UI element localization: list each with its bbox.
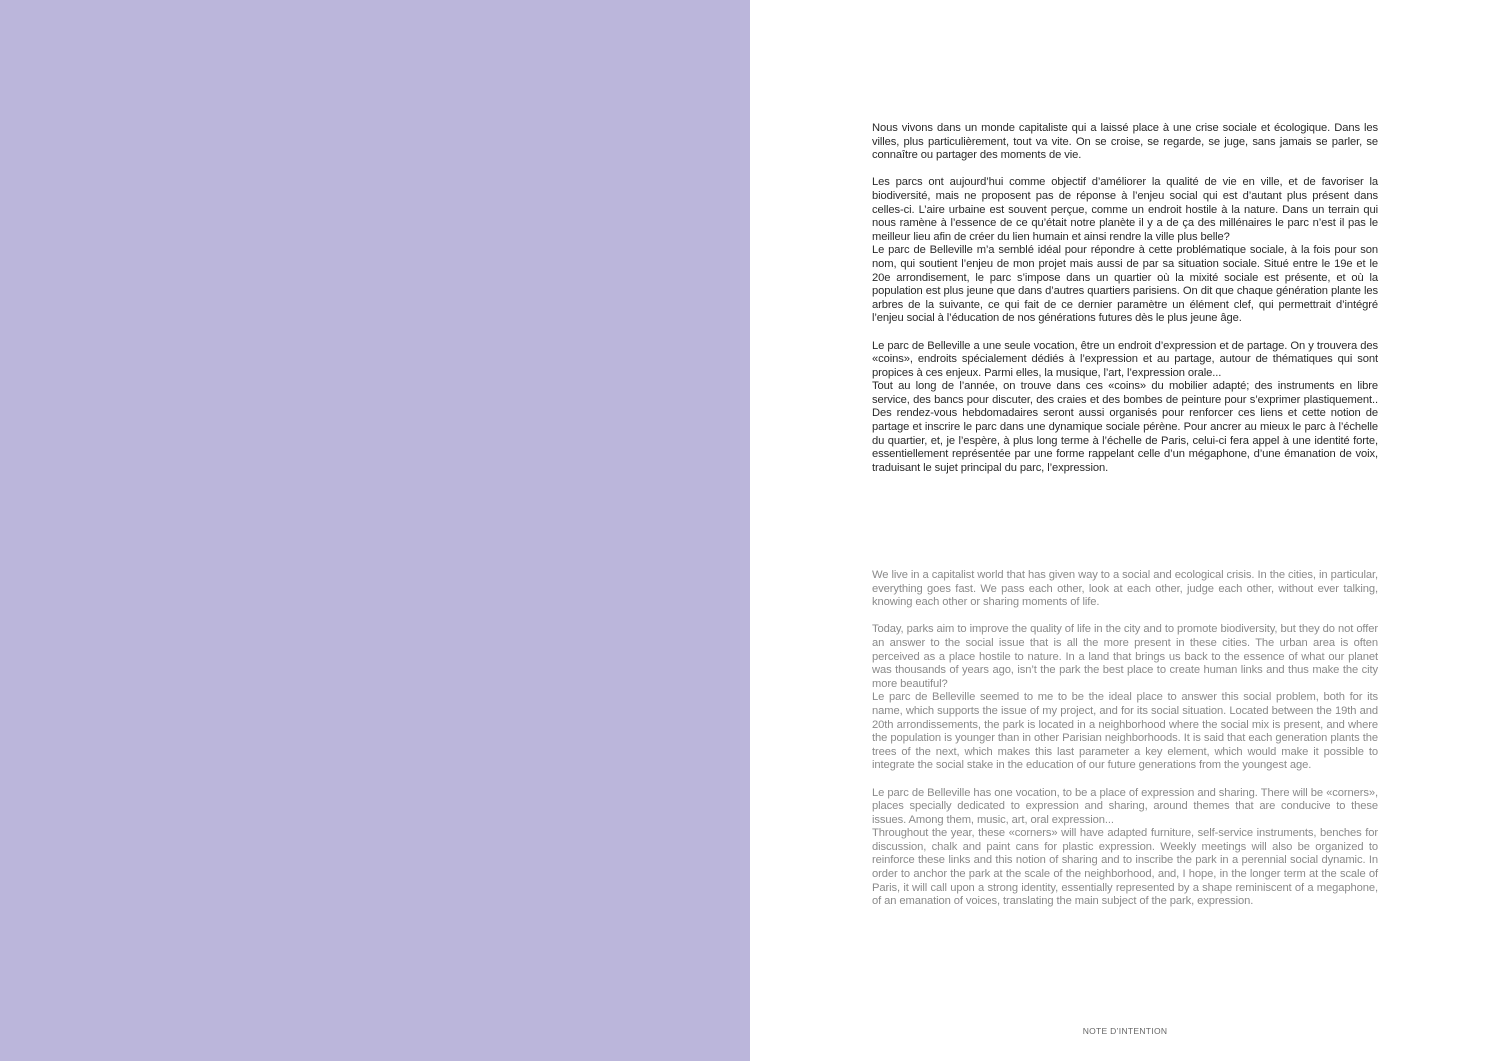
french-paragraph-1: Nous vivons dans un monde capitaliste qui a laissé place à une crise sociale et écologique. Dans les villes, plus particulièrement, tout va vite. On se croise, se regarde, se juge, sans jamais se parler, se connaître ou partager des moments de vie. [872,122,1378,162]
english-text-block [872,569,1378,909]
english-paragraph-2: Today, parks aim to improve the quality of life in the city and to promote biodiversity, but they do not offer an answer to the social issue that is all the more present in these cities. The urban area is often perceived as a place hostile to nature. In a land that brings us back to the essence of what our planet was thousands of years ago, isn’t the park the best place to create human links and thus make the city more beautiful? Le parc de Belleville seemed to me to be the ideal place to answer this social problem, both for its name, which supports the issue of my project, and for its social situation. Located between the 19th and 20th arrondissements, the park is located in a neighborhood where the social mix is present, and where the population is younger than in other Parisian neighborhoods. It is said that each generation plants the trees of the next, which makes this last parameter a key element, which would make it possible to integrate the social stake in the education of our future generations from the youngest age. [872,623,1378,772]
french-paragraph-3: Le parc de Belleville a une seule vocation, être un endroit d’expression et de partage. On y trouvera des «coins», endroits spécialement dédiés à l’expression et au partage, autour de thématiques qui sont propices à ces enjeux. Parmi elles, la musique, l’art, l’expression orale... Tout au long de l’année, on trouve dans ces «coins» du mobilier adapté; des instruments en libre service, des bancs pour discuter, des craies et des bombes de peinture pour s’exprimer plastiquement.. Des rendez-vous hebdomadaires seront aussi organisés pour renforcer ces liens et cette notion de partage et inscrire le parc dans une dynamique sociale pérène. Pour ancrer au mieux le parc à l’échelle du quartier, et, je l’espère, à plus long terme à l’échelle de Paris, celui-ci fera appel à une identité forte, essentiellement représentée par une forme rappelant celle d’un mégaphone, d’une émanation de voix, traduisant le sujet principal du parc, l’expression. [872,339,1378,474]
text-page [750,0,1500,1061]
page-footer [750,1026,1500,1036]
english-paragraph-1: We live in a capitalist world that has given way to a social and ecological crisis. In the cities, in particular, everything goes fast. We pass each other, look at each other, judge each other, without ever talking, knowing each other or sharing moments of life. [872,569,1378,609]
french-paragraph-2: Les parcs ont aujourd’hui comme objectif d’améliorer la qualité de vie en ville, et de favoriser la biodiversité, mais ne proposent pas de réponse à l’enjeu social qui est d’autant plus présent dans celles-ci. L’aire urbaine est souvent perçue, comme un endroit hostile à la nature. Dans un terrain qui nous ramène à l’essence de ce qu’était notre planète il y a de ça des millénaires le parc n’est il pas le meilleur lieu afin de créer du lien humain et ainsi rendre la ville plus belle? Le parc de Belleville m’a semblé idéal pour répondre à cette problématique sociale, à la fois pour son nom, qui soutient l’enjeu de mon projet mais aussi de par sa situation sociale. Situé entre le 19e et le 20e arrondisement, le parc s’impose dans un quartier où la mixité sociale est présente, et où la population est plus jeune que dans d’autres quartiers parisiens. On dit que chaque génération plante les arbres de la suivante, ce qui fait de ce dernier paramètre un élément clef, qui permettrait d’intégré l’enjeu social à l’éducation de nos générations futures dès le plus jeune âge. [872,176,1378,325]
french-text-block [872,122,1378,475]
footer-label: NOTE D’INTENTION [1082,1026,1168,1036]
english-paragraph-3: Le parc de Belleville has one vocation, to be a place of expression and sharing. There will be «corners», places specially dedicated to expression and sharing, around themes that are conducive to these issues. Among them, music, art, oral expression... Throughout the year, these «corners» will have adapted furniture, self-service instruments, benches for discussion, chalk and paint cans for plastic expression. Weekly meetings will also be organized to reinforce these links and this notion of sharing and to inscribe the park in a perennial social dynamic. In order to anchor the park at the scale of the neighborhood, and, I hope, in the longer term at the scale of Paris, it will call upon a strong identity, essentially represented by a shape reminiscent of a megaphone, of an emanation of voices, translating the main subject of the park, expression. [872,786,1378,908]
